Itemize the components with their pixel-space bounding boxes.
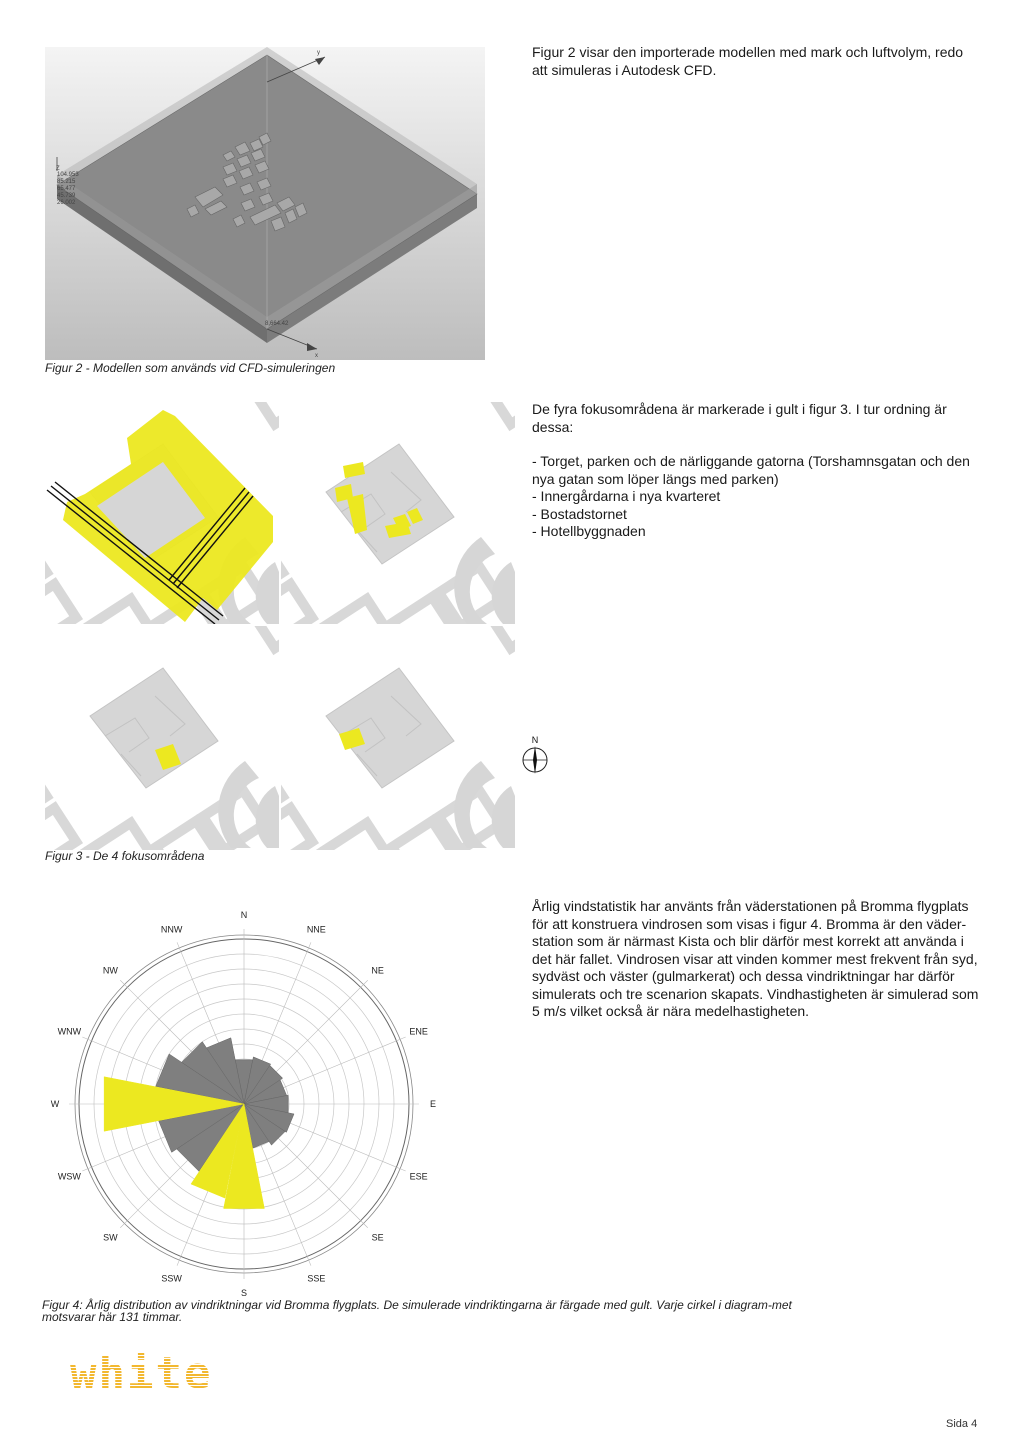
windrose-direction-label: N [240, 910, 248, 920]
axis-x-label: x [315, 353, 318, 359]
white-logo [70, 1350, 220, 1400]
elevation-4: 45.739 [57, 193, 76, 199]
windrose-direction-label: E [429, 1099, 437, 1109]
windrose-direction-label: ESE [409, 1171, 428, 1182]
windrose-direction-label: SSE [307, 1273, 326, 1284]
windrose-chart [40, 900, 454, 1300]
windrose-direction-label: NW [102, 965, 118, 976]
figure-3-description [532, 401, 982, 541]
north-label: N [531, 735, 539, 745]
figure-4-windrose [40, 900, 454, 1300]
windrose-direction-label: WSW [57, 1171, 81, 1182]
focus-item-4: - Hotellbyggnaden [532, 523, 646, 539]
windrose-direction-label: SW [103, 1232, 118, 1243]
windrose-direction-label: SSW [161, 1273, 182, 1284]
windrose-direction-label: WNW [57, 1026, 82, 1037]
corner-value: 8,664.42 [265, 321, 289, 327]
focus-item-3: - Bostadstornet [532, 505, 627, 522]
figure-3-intro: De fyra fokusområdena är markerade i gult i figur 3. I tur ordning är dessa: [532, 401, 947, 435]
north-arrow [519, 734, 551, 776]
figure-2-text: Figur 2 visar den importerade modellen med mark och luftvolym, redo att simuleras i Autodesk CFD. [532, 44, 964, 78]
windrose-direction-label: NNW [160, 924, 183, 935]
windrose-sectors [104, 1038, 294, 1209]
figure-4-description [532, 898, 982, 1021]
windrose-direction-label: SE [371, 1232, 384, 1243]
north-needle-icon [533, 746, 537, 774]
axis-y-label: y [317, 50, 320, 56]
elevation-5: 26.002 [57, 200, 76, 206]
figure-4-caption: Figur 4: Årlig distribution av vindriktningar vid Bromma flygplats. De simulerade vindriktingarna är färgade med gult. Varje cirkel i diagram-met motsvarar här 131 timmar. [42, 1298, 792, 1324]
figure-4-text: Årlig vindstatistik har använts från väderstationen på Bromma flygplats för att konstruera vindrosen som visas i figur 4. Bromma är den väder-station som är närmast Kista och blir därför mest korrekt att använda i det här fallet. Vindrosen visar att vinden kommer mest frekvent från syd, sydväst och väster (gulmarkerat) och dessa vindriktningar har därför simulerats och tre scenarion skapats. Vindhastigheten är simulerad som 5 m/s vilket också är nära medelhastigheten. [532, 898, 979, 1019]
windrose-direction-label: S [240, 1288, 248, 1298]
windrose-direction-label: W [50, 1099, 60, 1109]
logo-text: white [70, 1350, 213, 1399]
focus-item-2: - Innergårdarna i nya kvarteret [532, 488, 721, 504]
elevation-2: 85.215 [57, 179, 76, 185]
windrose-direction-label: NE [371, 965, 384, 976]
page-number: Sida 4 [946, 1418, 978, 1430]
elevation-1: 104.953 [57, 172, 79, 178]
figure-2-description [532, 44, 982, 79]
windrose-direction-label: NNE [306, 924, 326, 935]
elevation-3: 65.477 [57, 186, 76, 192]
focus-item-1: - Torget, parken och de närliggande gatorna (Torshamnsgatan och den nya gatan som löper längs med parken) [532, 453, 970, 487]
figure-2-image [45, 47, 485, 360]
figure-2-caption: Figur 2 - Modellen som används vid CFD-simuleringen [45, 361, 336, 375]
figure-3-caption: Figur 3 - De 4 fokusområdena [45, 849, 205, 863]
windrose-direction-label: ENE [409, 1026, 428, 1037]
figure-3-image [45, 402, 515, 850]
axis-z-label: Z [56, 166, 60, 172]
